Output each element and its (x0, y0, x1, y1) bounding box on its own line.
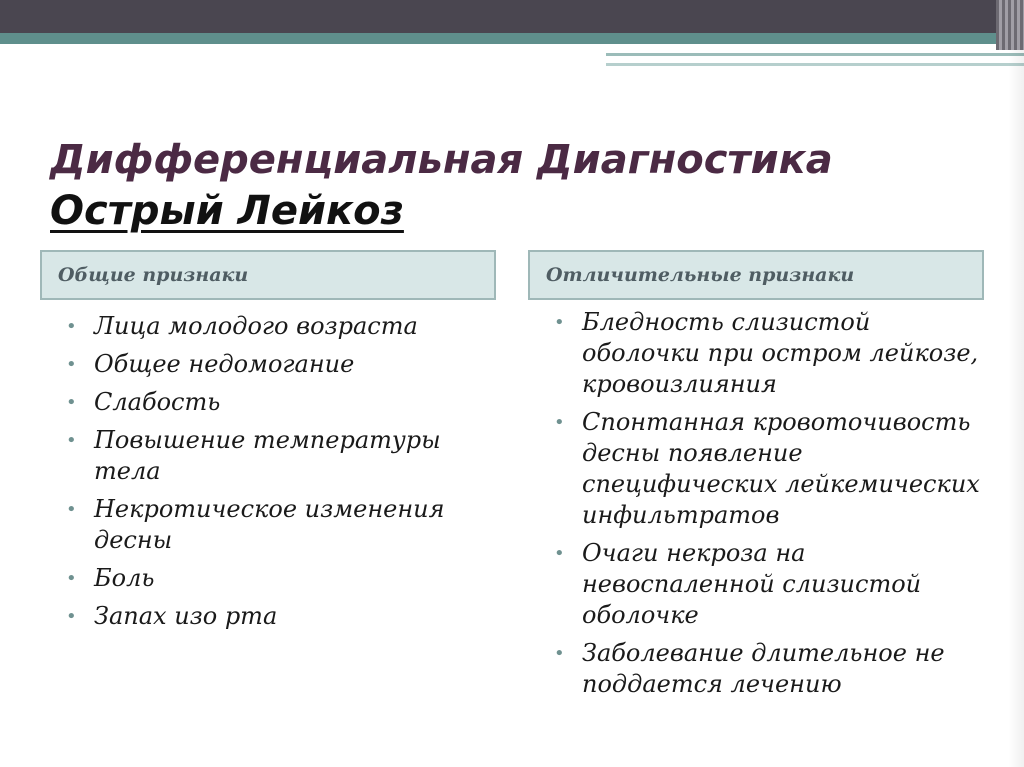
list-item: • Повышение температуры тела (62, 425, 482, 487)
common-signs-list (62, 311, 482, 639)
slide-title: Дифференциальная Диагностика (50, 137, 833, 183)
right-column-header: Отличительные признаки (528, 250, 984, 300)
decorative-stripes (996, 0, 1024, 50)
top-decorative-band (0, 0, 1024, 33)
slide-subtitle: Острый Лейкоз (50, 188, 404, 234)
title-block (50, 135, 950, 237)
list-item: • Слабость (62, 387, 482, 418)
list-item: • Лица молодого возраста (62, 311, 482, 342)
left-column-header: Общие признаки (40, 250, 496, 300)
decorative-line-lower (606, 63, 1024, 66)
list-item: • Боль (62, 563, 482, 594)
list-item: • Некротическое изменения десны (62, 494, 482, 556)
list-item: • Запах изо рта (62, 601, 482, 632)
list-item: • Заболевание длительное не поддается лечению (550, 638, 980, 700)
list-item: • Спонтанная кровоточивость десны появление специфических лейкемических инфильтратов (550, 407, 980, 531)
teal-decorative-band (0, 33, 1024, 44)
list-item: • Общее недомогание (62, 349, 482, 380)
list-item: • Бледность слизистой оболочки при остром лейкозе, кровоизлияния (550, 307, 980, 400)
decorative-line-upper (606, 53, 1024, 56)
slide-edge-shadow (1008, 50, 1024, 767)
list-item: • Очаги некроза на невоспаленной слизистой оболочке (550, 538, 980, 631)
distinctive-signs-list (550, 307, 980, 707)
